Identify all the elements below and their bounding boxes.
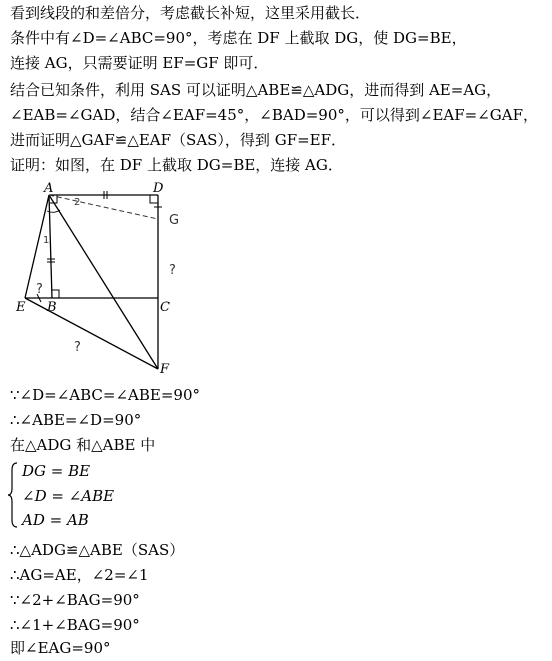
right-angle-B — [52, 290, 59, 298]
analysis-line-6: 进而证明△GAF≌△EAF（SAS），得到 GF=EF． — [10, 131, 347, 149]
right-angle-D — [150, 195, 158, 203]
question-mark-left: ? — [36, 282, 43, 297]
analysis-line-5: ∠EAB=∠GAD，结合∠EAF=45°，∠BAD=90°，可以得到∠EAF=∠GAF， — [10, 106, 538, 124]
segment-EF — [25, 298, 158, 369]
label-D: D — [153, 181, 164, 196]
question-mark-bottom: ? — [74, 340, 81, 355]
label-A: A — [44, 181, 54, 196]
analysis-line-3: 连接 AG，只需要证明 EF=GF 即可． — [10, 54, 269, 72]
segment-AF — [49, 195, 158, 369]
label-F: F — [160, 362, 170, 376]
analysis-line-1: 看到线段的和差倍分，考虑截长补短，这里采用截长． — [10, 4, 371, 22]
label-E: E — [16, 300, 26, 315]
proof-line-7: ∴∠1+∠BAG=90° — [10, 616, 140, 634]
proof-line-3: 在△ADG 和△ABE 中 — [10, 436, 156, 454]
proof-intro-line: 证明：如图，在 DF 上截取 DG=BE，连接 AG． — [10, 156, 343, 174]
system-line-1: DG = BE — [22, 462, 91, 480]
analysis-line-4: 结合已知条件，利用 SAS 可以证明△ABE≌△ADG，进而得到 AE=AG， — [10, 81, 502, 99]
system-line-2: ∠D = ∠ABE — [22, 487, 115, 505]
label-G: G — [169, 213, 180, 228]
proof-line-2: ∴∠ABE=∠D=90° — [10, 411, 142, 429]
analysis-line-2: 条件中有∠D=∠ABC=90°，考虑在 DF 上截取 DG，使 DG=BE， — [10, 29, 467, 47]
angle-label-1: 1 — [43, 235, 50, 246]
proof-line-6: ∵∠2+∠BAG=90° — [10, 591, 140, 609]
proof-line-4: ∴△ADG≌△ABE（SAS） — [10, 541, 185, 559]
system-brace — [8, 462, 18, 528]
label-B: B — [47, 300, 57, 315]
proof-line-5: ∴AG=AE，∠2=∠1 — [10, 566, 149, 584]
proof-line-8: 即∠EAG=90° — [10, 639, 111, 657]
label-C: C — [160, 300, 170, 315]
system-line-3: AD = AB — [22, 511, 89, 529]
proof-line-1: ∵∠D=∠ABC=∠ABE=90° — [10, 386, 200, 404]
geometry-figure — [14, 181, 194, 376]
question-mark-right: ? — [169, 263, 176, 278]
segment-AB — [49, 195, 52, 298]
angle-label-2: 2 — [74, 197, 81, 208]
